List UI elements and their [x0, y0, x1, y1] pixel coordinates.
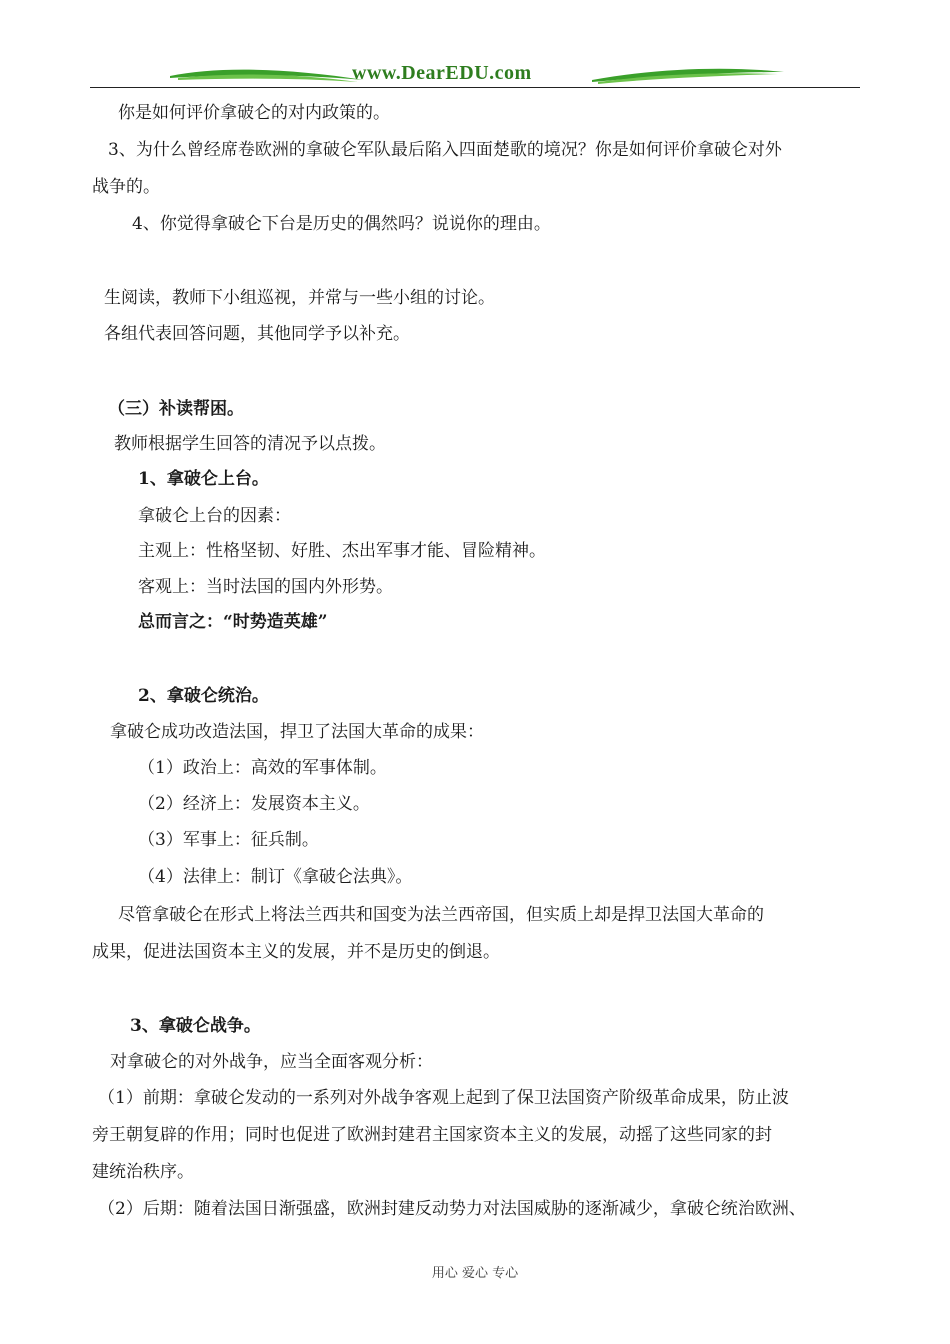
text-line: 建统治秩序。	[92, 1162, 194, 1182]
text-line: 旁王朝复辟的作用；同时也促进了欧洲封建君主国家资本主义的发展，动摇了这些同家的封	[92, 1125, 772, 1145]
text-line: 成果，促进法国资本主义的发展，并不是历史的倒退。	[92, 942, 500, 962]
summary-line: 总而言之：“时势造英雄”	[138, 612, 328, 632]
text-line: 生阅读，教师下小组巡视，并常与一些小组的讨论。	[104, 288, 495, 308]
list-item: （2）经济上：发展资本主义。	[138, 794, 370, 814]
subsection-heading: 2、拿破仑统治。	[138, 686, 269, 706]
text-line: 3、为什么曾经席卷欧洲的拿破仑军队最后陷入四面楚歌的境况？你是如何评价拿破仑对外	[108, 140, 782, 160]
section-heading: （三）补读帮困。	[108, 399, 244, 419]
text-line: 拿破仑成功改造法国，捍卫了法国大革命的成果：	[110, 722, 484, 742]
site-logo: www.DearEDU.com	[352, 62, 532, 84]
text-line: 客观上：当时法国的国内外形势。	[138, 577, 393, 597]
list-item: （4）法律上：制订《拿破仑法典》。	[138, 867, 413, 887]
text-line: 主观上：性格坚韧、好胜、杰出军事才能、冒险精神。	[138, 541, 546, 561]
text-line: 各组代表回答问题，其他同学予以补充。	[104, 324, 410, 344]
text-line: （1）前期：拿破仑发动的一系列对外战争客观上起到了保卫法国资产阶级革命成果，防止波	[98, 1088, 789, 1108]
list-item: （1）政治上：高效的军事体制。	[138, 758, 387, 778]
text-line: （2）后期：随着法国日渐强盛，欧洲封建反动势力对法国威胁的逐渐减少，拿破仑统治欧洲、	[98, 1199, 806, 1219]
text-line: 对拿破仑的对外战争，应当全面客观分析：	[110, 1052, 433, 1072]
text-line: 你是如何评价拿破仑的对内政策的。	[118, 103, 390, 123]
text-line: 战争的。	[92, 177, 160, 197]
text-line: 尽管拿破仑在形式上将法兰西共和国变为法兰西帝国，但实质上却是捍卫法国大革命的	[118, 905, 764, 925]
header-rule	[90, 87, 860, 88]
subsection-heading: 1、拿破仑上台。	[138, 469, 269, 489]
text-line: 教师根据学生回答的清况予以点拨。	[114, 434, 386, 454]
text-line: 拿破仑上台的因素：	[138, 506, 291, 526]
left-swoosh-icon	[168, 64, 368, 86]
page-header	[90, 58, 860, 90]
page-footer: 用心 爱心 专心	[431, 1266, 519, 1281]
subsection-heading: 3、拿破仑战争。	[130, 1016, 261, 1036]
right-swoosh-icon	[588, 64, 788, 86]
list-item: （3）军事上：征兵制。	[138, 830, 319, 850]
text-line: 4、你觉得拿破仑下台是历史的偶然吗？说说你的理由。	[132, 214, 551, 234]
